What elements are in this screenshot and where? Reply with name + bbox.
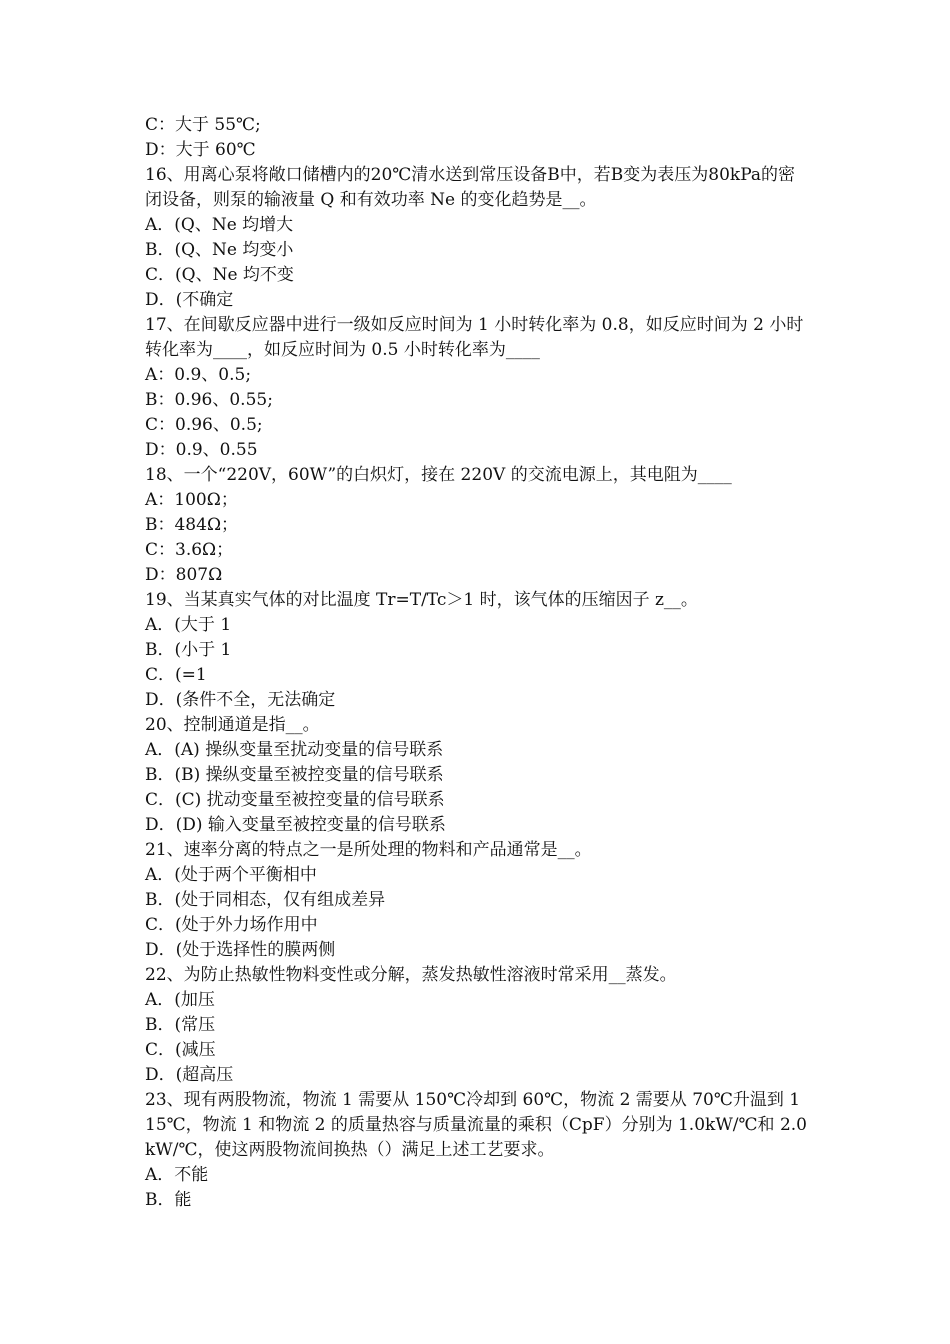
question-18: 18、一个“220V，60W”的白炽灯，接在 220V 的交流电源上，其电阻为____: [145, 465, 732, 485]
option-line: A：100Ω；: [145, 490, 238, 510]
option-line: D．(超高压: [145, 1065, 234, 1085]
question-21: 21、速率分离的特点之一是所处理的物料和产品通常是__。: [145, 840, 592, 860]
option-line: B．(Q、Ne 均变小: [145, 240, 294, 260]
question-23: 23、现有两股物流，物流 1 需要从 150℃冷却到 60℃，物流 2 需要从 70℃升温到 115℃，物流 1 和物流 2 的质量热容与质量流量的乘积（CpF）分别为 1.0kW/℃和 2.0kW/℃，使这两股物流间换热（）满足上述工艺要求。: [145, 1090, 807, 1160]
option-line: D．(处于选择性的膜两侧: [145, 940, 336, 960]
option-line: A．不能: [145, 1165, 209, 1185]
option-line: B：0.96、0.55;: [145, 390, 273, 410]
option-line: A．(加压: [145, 990, 215, 1010]
question-16: 16、用离心泵将敞口储槽内的20℃清水送到常压设备B中，若B变为表压为80kPa的密闭设备，则泵的输液量 Q 和有效功率 Ne 的变化趋势是__。: [145, 165, 796, 210]
option-line: C：0.96、0.5;: [145, 415, 263, 435]
option-line: D．(D) 输入变量至被控变量的信号联系: [145, 815, 446, 835]
option-line: A．(A) 操纵变量至扰动变量的信号联系: [145, 740, 444, 760]
option-line: C．(Q、Ne 均不变: [145, 265, 294, 285]
option-line: C：3.6Ω；: [145, 540, 234, 560]
option-line: C．(减压: [145, 1040, 216, 1060]
option-line: B．(处于同相态，仅有组成差异: [145, 890, 386, 910]
option-line: B．(常压: [145, 1015, 216, 1035]
option-line: B．(B) 操纵变量至被控变量的信号联系: [145, 765, 444, 785]
option-line: A．(大于 1: [145, 615, 232, 635]
option-line: B．(小于 1: [145, 640, 232, 660]
option-line: D：807Ω: [145, 565, 223, 585]
option-line: D：大于 60℃: [145, 140, 256, 160]
option-line: C．(=1: [145, 665, 207, 685]
option-line: B．能: [145, 1190, 192, 1210]
option-line: D．(不确定: [145, 290, 234, 310]
question-22: 22、为防止热敏性物料变性或分解，蒸发热敏性溶液时常采用__蒸发。: [145, 965, 677, 985]
option-line: C．(C) 扰动变量至被控变量的信号联系: [145, 790, 445, 810]
question-17: 17、在间歇反应器中进行一级如反应时间为 1 小时转化率为 0.8，如反应时间为 2 小时转化率为____，如反应时间为 0.5 小时转化率为____: [145, 315, 804, 360]
option-line: C：大于 55℃;: [145, 115, 261, 135]
question-19: 19、当某真实气体的对比温度 Tr=T/Tc＞1 时，该气体的压缩因子 z__。: [145, 590, 698, 610]
option-line: B：484Ω；: [145, 515, 239, 535]
option-line: C．(处于外力场作用中: [145, 915, 318, 935]
option-line: A：0.9、0.5;: [145, 365, 252, 385]
question-20: 20、控制通道是指__。: [145, 715, 320, 735]
option-line: D．(条件不全，无法确定: [145, 690, 336, 710]
document-body: [145, 113, 810, 1213]
option-line: A．(处于两个平衡相中: [145, 865, 317, 885]
option-line: D：0.9、0.55: [145, 440, 258, 460]
option-line: A．(Q、Ne 均增大: [145, 215, 294, 235]
